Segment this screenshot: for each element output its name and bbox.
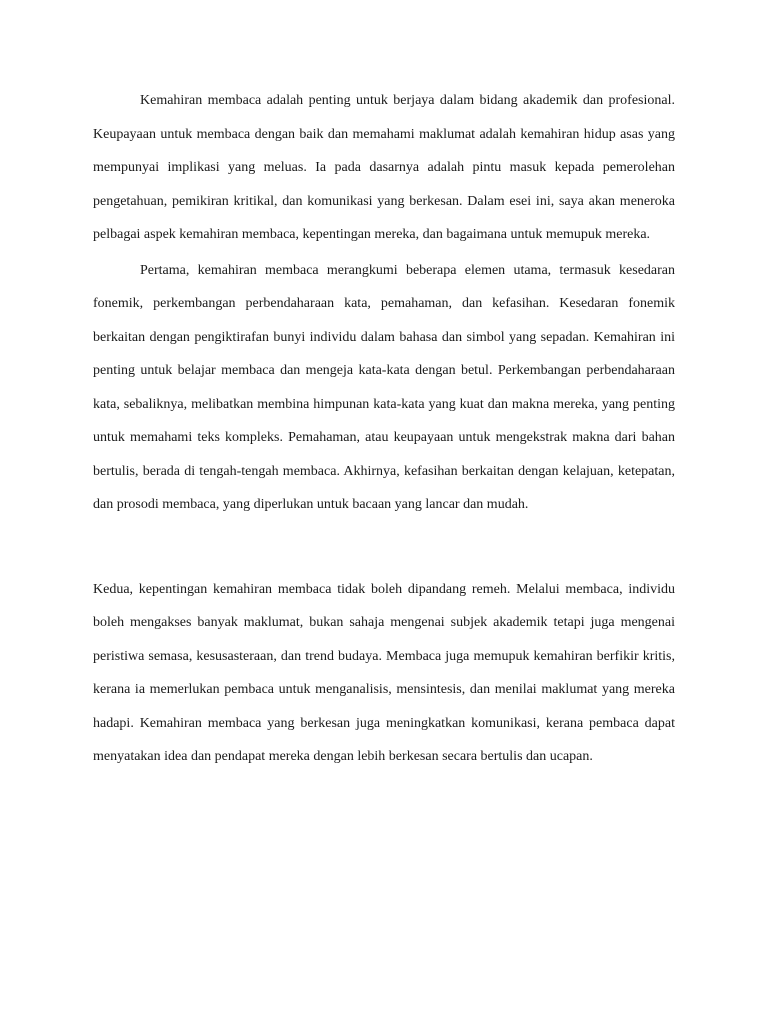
paragraph-reading-importance: Kedua, kepentingan kemahiran membaca tidak boleh dipandang remeh. Melalui membaca, individu boleh mengakses banyak maklumat, bukan sahaja mengenai subjek akademik tetapi juga mengenai peristiwa semasa, kesusasteraan, dan trend budaya. Membaca juga memupuk kemahiran berfikir kritis, kerana ia memerlukan pembaca untuk menganalisis, mensintesis, dan menilai maklumat yang mereka hadapi. Kemahiran membaca yang berkesan juga meningkatkan komunikasi, kerana pembaca dapat menyatakan idea dan pendapat mereka dengan lebih berkesan secara bertulis dan ucapan. xyxy=(93,581,675,764)
document-body xyxy=(93,84,675,774)
paragraph-reading-elements: Pertama, kemahiran membaca merangkumi beberapa elemen utama, termasuk kesedaran fonemik, perkembangan perbendaharaan kata, pemahaman, dan kefasihan. Kesedaran fonemik berkaitan dengan pengiktirafan bunyi individu dalam bahasa dan simbol yang sepadan. Kemahiran ini penting untuk belajar membaca dan mengeja kata-kata dengan betul. Perkembangan perbendaharaan kata, sebaliknya, melibatkan membina himpunan kata-kata yang kuat dan makna mereka, yang penting untuk memahami teks kompleks. Pemahaman, atau keupayaan untuk mengekstrak makna dari bahan bertulis, berada di tengah-tengah membaca. Akhirnya, kefasihan berkaitan dengan kelajuan, ketepatan, dan prosodi membaca, yang diperlukan untuk bacaan yang lancar dan mudah. xyxy=(93,262,675,512)
paragraph-introduction: Kemahiran membaca adalah penting untuk berjaya dalam bidang akademik dan profesional. Keupayaan untuk membaca dengan baik dan memahami maklumat adalah kemahiran hidup asas yang mempunyai implikasi yang meluas. Ia pada dasarnya adalah pintu masuk kepada pemerolehan pengetahuan, pemikiran kritikal, dan komunikasi yang berkesan. Dalam esei ini, saya akan meneroka pelbagai aspek kemahiran membaca, kepentingan mereka, dan bagaimana untuk memupuk mereka. xyxy=(93,93,675,242)
